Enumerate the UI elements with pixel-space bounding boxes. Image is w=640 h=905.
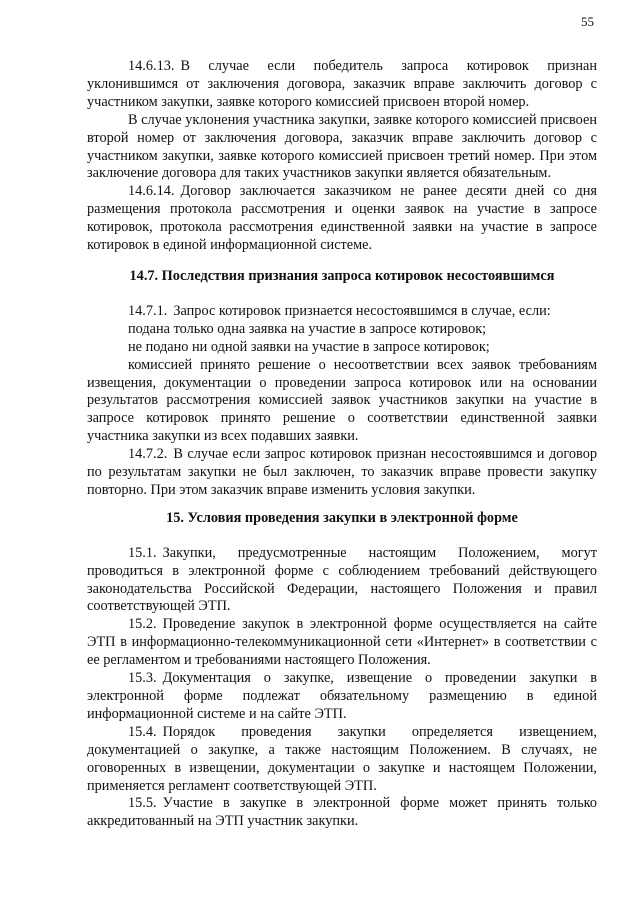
clause-text: В случае если запрос котировок признан несостоявшимся и договор по результатам закупки не был заключен, то заказчик вправе провести закупку повторно. При этом заказчик вправе изменить условия закупки.	[87, 446, 597, 498]
clause-text: Порядок проведения закупки определяется извещением, документацией о закупке, а также настоящим Положением. В случаях, не оговоренных в извещении, документации о закупке и настоящем Положении, применяется регламент соответствующей ЭТП.	[87, 723, 597, 794]
clause-number: 15.4.	[128, 723, 157, 740]
paragraph-14-6-13	[87, 58, 597, 112]
clause-text: Договор заключается заказчиком не ранее десяти дней со дня размещения протокола рассмотрения и оценки заявок на участие в запросе котировок, протокола рассмотрения единственной заявки на участие в запросе котировок в единой информационной системе.	[87, 183, 597, 254]
clause-text: Запрос котировок признается несостоявшимся в случае, если:	[173, 302, 551, 319]
paragraph-15-5	[87, 795, 597, 831]
section-heading-15: 15. Условия проведения закупки в электронной форме	[166, 509, 518, 526]
clause-number: 14.6.14.	[128, 183, 175, 200]
clause-number: 15.5.	[128, 795, 157, 812]
paragraph-14-7-2	[87, 446, 597, 500]
clause-number: 14.6.13.	[128, 58, 175, 74]
paragraph-15-3	[87, 670, 597, 724]
clause-number: 15.3.	[128, 670, 157, 687]
section-heading-14-7: 14.7. Последствия признания запроса котировок несостоявшимся	[129, 267, 555, 284]
paragraph-15-4	[87, 724, 597, 796]
list-item: подана только одна заявка на участие в запросе котировок;	[128, 320, 487, 337]
clause-number: 14.7.1.	[128, 302, 168, 319]
clause-number: 14.7.2.	[128, 446, 168, 463]
paragraph-14-6-14	[87, 183, 597, 255]
list-item: не подано ни одной заявки на участие в запросе котировок;	[128, 338, 490, 355]
clause-text: Проведение закупок в электронной форме осуществляется на сайте ЭТП в информационно-телекоммуникационной сети «Интернет» в соответствии с ее регламентом и требованиями настоящего Положения.	[87, 616, 597, 669]
paragraph-15-2	[87, 616, 597, 670]
clause-text: Участие в закупке в электронной форме может принять только аккредитованный на ЭТП участник закупки.	[87, 795, 597, 830]
clause-text: Документация о закупке, извещение о проведении закупки в электронной форме подлежат обязательному размещению в единой информационной системе и на сайте ЭТП.	[87, 670, 597, 722]
paragraph-14-6-13-continued: В случае уклонения участника закупки, заявке которого комиссией присвоен второй номер от заключения договора, заказчик вправе заключить договор с участником закупки, заявке которого комиссией присвоен третий номер. При этом заключение договора для таких участников закупки является обязательным.	[87, 111, 597, 182]
clause-text: Закупки, предусмотренные настоящим Положением, могут проводиться в электронной форме с соблюдением требований действующего законодательства Российской Федерации, настоящего Положения и правил соответствующей ЭТП.	[87, 544, 597, 615]
clause-text: В случае если победитель запроса котировок признан уклонившимся от заключения договора, заказчик вправе заключить договор с участником закупки, заявке которого комиссией присвоен второй номер.	[87, 58, 597, 110]
clause-number: 15.2.	[128, 616, 157, 633]
paragraph-14-7-1	[87, 303, 597, 321]
list-item: комиссией принято решение о несоответствии всех заявок требованиям извещения, документации о проведении запроса котировок или на основании результатов рассмотрения комиссией заявок участников закупки на участие в запросе котировок принято решение о соответствии единственной заявки участника закупки из всех подавших заявки.	[87, 356, 597, 445]
document-body	[87, 58, 597, 831]
clause-number: 15.1.	[128, 544, 157, 561]
page-number: 55	[581, 14, 594, 29]
paragraph-15-1	[87, 545, 597, 617]
